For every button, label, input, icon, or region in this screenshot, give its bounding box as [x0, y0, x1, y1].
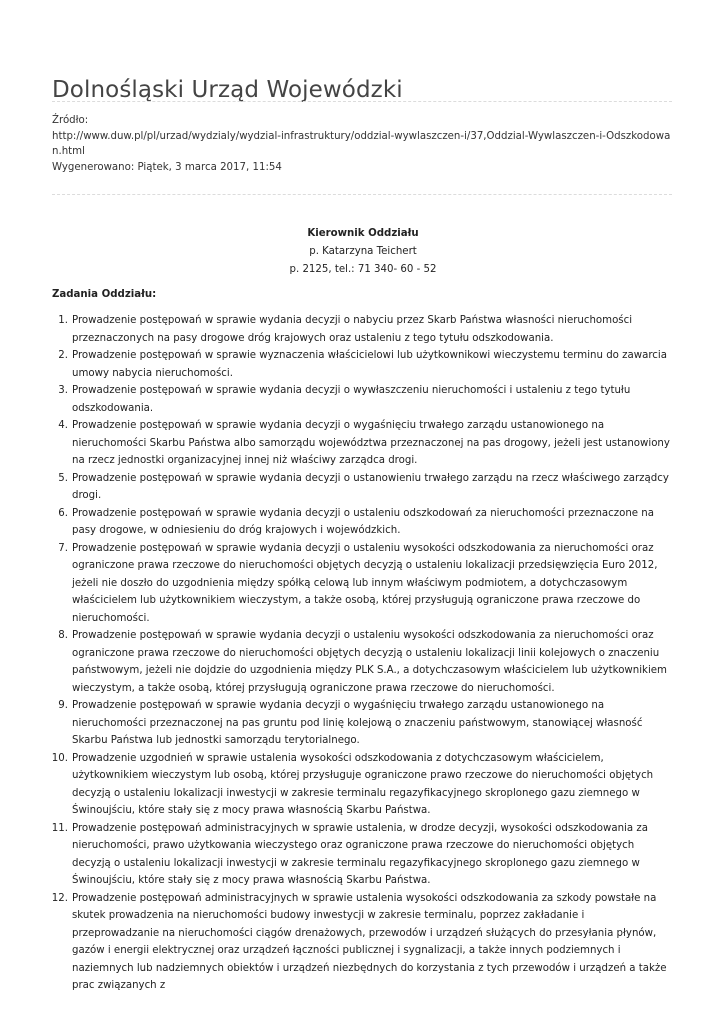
list-item [52, 750, 674, 820]
list-item-number: 3. [58, 385, 68, 396]
list-item-number: 10. [51, 752, 68, 764]
list-item-number: 5. [58, 472, 68, 484]
list-item-text: Prowadzenie postępowań w sprawie wyznaczenia właścicielowi lub użytkownikowi wieczystemu terminu do zawarcia umowy nabycia nieruchomości. [72, 350, 667, 379]
list-item-number: 9. [58, 700, 68, 711]
list-item-number: 8. [58, 630, 68, 641]
generated-timestamp: Wygenerowano: Piątek, 3 marca 2017, 11:54 [52, 161, 282, 173]
list-item-number: 11. [51, 822, 68, 834]
list-item-text: Prowadzenie postępowań w sprawie wydania decyzji o ustaleniu wysokości odszkodowania za nieruchomości oraz ograniczone prawa rzeczowe do nieruchomości objętych decyzją o ustaleniu lokalizacji przedsięwzięcia Euro 2012, jeżeli nie doszło do uzgodnienia między spółką celową lub innym właściwym podmiotem, a dotychczasowym właścicielem lub użytkownikiem wieczystym, a także osobą, której przysługują ograniczone prawa rzeczowe do nieruchomości. [72, 542, 658, 624]
list-item-text: Prowadzenie postępowań w sprawie wydania decyzji o ustaleniu odszkodowań za nieruchomości przeznaczone na pasy drogowe, w odniesieniu do dróg krajowych i wojewódzkich. [72, 507, 655, 536]
list-item-number: 2. [58, 350, 68, 361]
head-contact: p. 2125, tel.: 71 340- 60 - 52 [289, 264, 437, 275]
list-item [52, 820, 674, 890]
list-item-text: Prowadzenie postępowań w sprawie wydania decyzji o nabyciu przez Skarb Państwa własności nieruchomości przeznaczonych na pasy drogowe dróg krajowych oraz ustaleniu z tego tytułu odszkodowania. [72, 315, 633, 344]
list-item-text: Prowadzenie postępowań w sprawie wydania decyzji o wywłaszczeniu nieruchomości i ustaleniu z tego tytułu odszkodowania. [72, 385, 631, 414]
source-meta [52, 113, 674, 175]
header-divider [52, 101, 672, 102]
list-item-text: Prowadzenie postępowań w sprawie wydania decyzji o wygaśnięciu trwałego zarządu ustanowionego na nieruchomości przeznaczonej na pas gruntu pod linię kolejową o znaczeniu państwowym, stanowiącej własność Skarbu Państwa lub jednostki samorządu terytorialnego. [72, 700, 643, 746]
list-item [52, 540, 674, 628]
meta-divider [52, 194, 672, 195]
list-item-number: 4. [58, 420, 68, 431]
list-item-text: Prowadzenie postępowań w sprawie wydania decyzji o ustaleniu wysokości odszkodowania za nieruchomości oraz ograniczone prawa rzeczowe do nieruchomości objętych decyzją o ustaleniu lokalizacji linii kolejowych o znaczeniu państwowym, jeżeli nie dojdzie do uzgodnienia między PLK S.A., a dotychczasowym właścicielem lub użytkownikiem wieczystym, a także osobą, której przysługują ograniczone prawa rzeczowe do nieruchomości. [72, 630, 667, 694]
tasks-heading: Zadania Oddziału: [52, 289, 157, 300]
list-item [52, 890, 674, 995]
list-item-text: Prowadzenie uzgodnień w sprawie ustalenia wysokości odszkodowania z dotychczasowym właścicielem, użytkownikiem wieczystym lub osobą, której przysługuje ograniczone prawo rzeczowe do nieruchomości objętych decyzją o ustaleniu lokalizacji inwestycji w zakresie terminalu regazyfikacyjnego skroplonego gazu ziemnego w Świnoujściu, które stały się z mocy prawa własnością Skarbu Państwa. [72, 752, 654, 816]
list-item [52, 505, 674, 540]
list-item-text: Prowadzenie postępowań administracyjnych w sprawie ustalenia, w drodze decyzji, wysokości odszkodowania za nieruchomości, prawo użytkowania wieczystego oraz ograniczone prawa rzeczowe do nieruchomości objętych decyzją o ustaleniu lokalizacji inwestycji w zakresie terminalu regazyfikacyjnego skroplonego gazu ziemnego w Świnoujściu, które stały się z mocy prawa własnością Skarbu Państwa. [72, 822, 648, 886]
list-item-number: 12. [51, 892, 68, 904]
list-item [52, 347, 674, 382]
list-item [52, 382, 674, 417]
source-label: Źródło: [52, 115, 89, 126]
list-item-text: Prowadzenie postępowań w sprawie wydania decyzji o wygaśnięciu trwałego zarządu ustanowionego na nieruchomości Skarbu Państwa albo samorządu województwa przeznaczonej na pas drogowy, jeżeli jest ustanowiony na rzecz jednostki organizacyjnej innej niż właściwy zarządca drogi. [72, 420, 670, 466]
list-item-text: Prowadzenie postępowań w sprawie wydania decyzji o ustanowieniu trwałego zarządu na rzecz właściwego zarządcy drogi. [72, 472, 669, 501]
list-item [52, 627, 674, 697]
tasks-list [52, 312, 674, 995]
list-item-number: 7. [58, 542, 68, 554]
head-name: p. Katarzyna Teichert [309, 246, 417, 257]
list-item-number: 6. [58, 507, 68, 519]
source-url: http://www.duw.pl/pl/urzad/wydzialy/wydzial-infrastruktury/oddzial-wywlaszczen-i/37,Oddzial-Wywlaszczen-i-Odszkodowan.html [52, 130, 671, 157]
site-title: Dolnośląski Urząd Wojewódzki [52, 77, 403, 104]
list-item [52, 697, 674, 750]
department-head [52, 225, 674, 279]
list-item-number: 1. [58, 315, 68, 326]
head-role: Kierownik Oddziału [307, 228, 419, 239]
list-item [52, 470, 674, 505]
list-item [52, 417, 674, 470]
list-item-text: Prowadzenie postępowań administracyjnych w sprawie ustalenia wysokości odszkodowania za szkody powstałe na skutek prowadzenia na nieruchomości budowy inwestycji w zakresie terminalu, poprzez zakładanie i przeprowadzanie na nieruchomości ciągów drenażowych, przewodów i urządzeń służących do przesyłania płynów, gazów i energii elektrycznej oraz urządzeń łączności publicznej i sygnalizacji, a także innych podziemnych i naziemnych lub nadziemnych obiektów i urządzeń niezbędnych do korzystania z tych przewodów i urządzeń a także prac związanych z [72, 892, 667, 991]
list-item [52, 312, 674, 347]
